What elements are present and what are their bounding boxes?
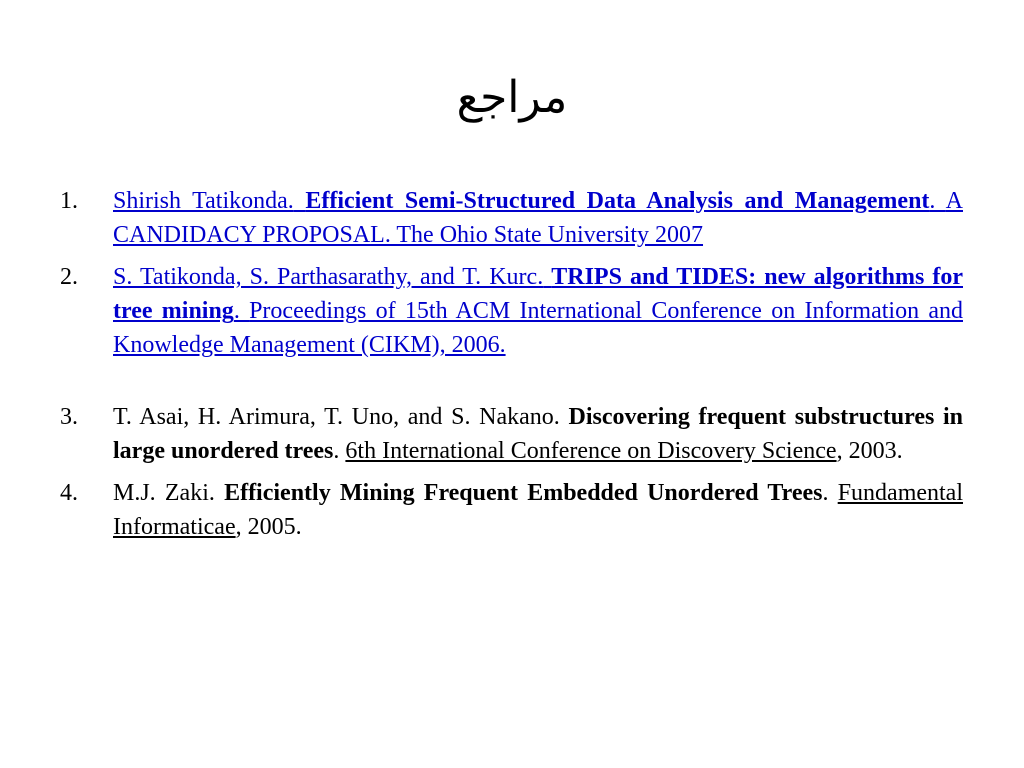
reference-item: 4. M.J. Zaki. Efficiently Mining Frequent Embedded Unordered Trees. Fundamental Informaticae, 2005. xyxy=(60,476,963,544)
reference-authors: M.J. Zaki. xyxy=(113,480,215,506)
reference-title: Efficient Semi-Structured Data Analysis and Management xyxy=(305,188,930,214)
reference-list xyxy=(60,184,963,544)
reference-number: 1. xyxy=(60,188,78,214)
reference-number: 2. xyxy=(60,264,78,290)
reference-number: 4. xyxy=(60,480,78,506)
reference-venue[interactable]: 6th International Conference on Discovery Science xyxy=(345,438,837,464)
reference-venue[interactable]: Fundamental Informaticae xyxy=(113,480,963,540)
reference-title: Discovering frequent substructures in large unordered trees xyxy=(113,404,964,464)
reference-venue: Proceedings of 15th ACM International Conference on Information and Knowledge Management (CIKM), 2006. xyxy=(113,298,963,358)
reference-link[interactable]: Shirish Tatikonda. Efficient Semi-Structured Data Analysis and Management. A CANDIDACY PROPOSAL. The Ohio State University 2007 xyxy=(113,188,963,248)
reference-title: Efficiently Mining Frequent Embedded Unordered Trees xyxy=(224,480,823,506)
reference-year: , 2005. xyxy=(235,514,302,540)
reference-venue: A CANDIDACY PROPOSAL. The Ohio State University 2007 xyxy=(113,188,963,248)
reference-authors: Shirish Tatikonda. xyxy=(113,188,294,214)
reference-item: 3. T. Asai, H. Arimura, T. Uno, and S. Nakano. Discovering frequent substructures in large unordered trees. 6th International Conference on Discovery Science, 2003. xyxy=(60,400,963,468)
reference-link[interactable]: S. Tatikonda, S. Parthasarathy, and T. Kurc. TRIPS and TIDES: new algorithms for tree mining. Proceedings of 15th ACM International Conference on Information and Knowledge Management (CIKM), 2006. xyxy=(113,264,963,358)
slide-title: مراجع xyxy=(456,73,568,122)
reference-number: 3. xyxy=(60,404,78,430)
reference-year: , 2003. xyxy=(836,438,903,464)
reference-authors: S. Tatikonda, S. Parthasarathy, and T. Kurc. xyxy=(113,264,544,290)
reference-authors: T. Asai, H. Arimura, T. Uno, and S. Nakano. xyxy=(113,404,560,430)
reference-title: TRIPS and TIDES: new algorithms for tree mining xyxy=(113,264,963,324)
reference-item xyxy=(60,184,963,252)
reference-item xyxy=(60,260,963,362)
